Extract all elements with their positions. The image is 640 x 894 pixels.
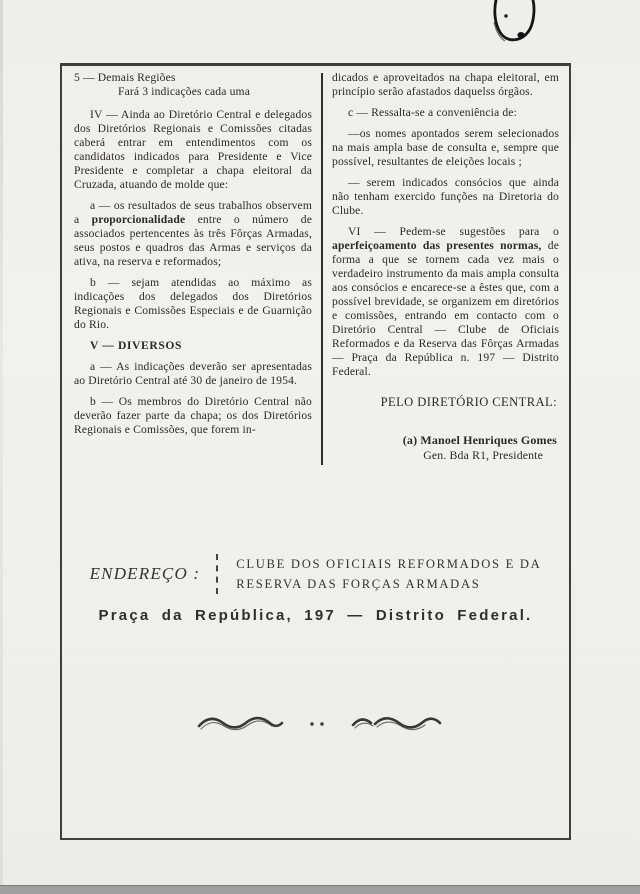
paragraph-iv-a-pre: a — os resultados de seus trabalhos observem a (74, 199, 312, 226)
address-dashed-divider (216, 554, 218, 594)
address-street: Praça da República, 197 — Distrito Federal. (98, 607, 533, 624)
paragraph-vi-post: de forma a que se tornem cada vez mais o verdadeiro instrumento da mais ampla consulta aos consócios e encarece-se a êstes que, com a possível brevidade, se organizem em diretórios e comissões, entrando em contacto com o Diretório Central — Clube de Oficiais Reformados e da Reserva das Fôrças Armadas — Praça da República n. 197 — Distrito Federal. (332, 239, 559, 378)
closing-line: PELO DIRETÓRIO CENTRAL: (380, 395, 557, 409)
paragraph-v-a: a — As indicações deverão ser apresentadas ao Diretório Central até 30 de janeiro de 1954. (74, 360, 312, 387)
column-divider (321, 73, 323, 465)
item-5-line2: Fará 3 indicações cada uma (118, 85, 251, 98)
item-5-block (74, 71, 312, 99)
right-column (332, 71, 559, 465)
paragraph-dash-2: — serem indicados consócios que ainda não tenham exercido funções na Diretoria do Clube. (332, 176, 559, 217)
paragraph-iv-b: b — sejam atendidas ao máximo as indicações dos delegados dos Diretórios Regionais e Comissões Especiais e de Guarnição do Rio. (74, 276, 312, 331)
address-label: ENDEREÇO : (89, 564, 201, 583)
address-section (60, 554, 571, 624)
item-5-line1: 5 — Demais Regiões (74, 71, 176, 84)
left-column (74, 71, 312, 465)
signature-name: (a) Manoel Henriques Gomes (402, 433, 557, 447)
paragraph-dash-1: —os nomes apontados serem selecionados na mais ampla base de consulta e, sempre que possível, resultantes de eleições locais ; (332, 127, 559, 168)
paragraph-vi-bold: aperfeiçoamento das presentes normas, (332, 239, 542, 252)
paragraph-iv-a-bold: proporcionalidade (91, 213, 186, 226)
scan-left-edge (0, 0, 3, 894)
ornament-row (0, 712, 640, 736)
section-heading-diversos: V — DIVERSOS (90, 339, 183, 352)
paragraph-iv: IV — Ainda ao Diretório Central e delegados dos Diretórios Regionais e Comissões citadas caberá entrar em entendimentos com os candidatos indicados para Presidente e Vice Presidente e completar a chapa eleitoral da Cruzada, atuando de molde que: (74, 108, 312, 191)
pen-mark-icon (487, 0, 545, 51)
paragraph-iv-a (74, 199, 312, 269)
signature-block (332, 433, 557, 463)
paragraph-vi (332, 225, 559, 379)
scan-bottom-edge (0, 885, 640, 894)
paragraph-continuation: dicados e aproveitados na chapa eleitoral, em princípio serão afastados daquelss órgãos. (332, 71, 559, 98)
organization-name-line1: CLUBE DOS OFICIAIS REFORMADOS E DA (236, 557, 542, 571)
paragraph-vi-pre: VI — Pedem-se sugestões para o (348, 225, 559, 238)
organization-name (236, 554, 541, 594)
ornament-squiggle-icon (195, 712, 445, 736)
paragraph-c: c — Ressalta-se a conveniência de: (348, 106, 517, 119)
signature-role: Gen. Bda R1, Presidente (423, 448, 543, 462)
organization-name-line2: RESERVA DAS FORÇAS ARMADAS (236, 577, 481, 591)
paragraph-v-b: b — Os membros do Diretório Central não deverão fazer parte da chapa; os dos Diretórios Regionais e Comissões, que forem in- (74, 395, 312, 436)
two-column-layout (62, 66, 569, 465)
paragraph-iv-a-post: entre o número de associados pertencentes às três Fôrças Armadas, seus postos e quadros das Armas e serviços da ativa, na reserva e reformados; (74, 213, 312, 268)
address-row (60, 554, 571, 594)
